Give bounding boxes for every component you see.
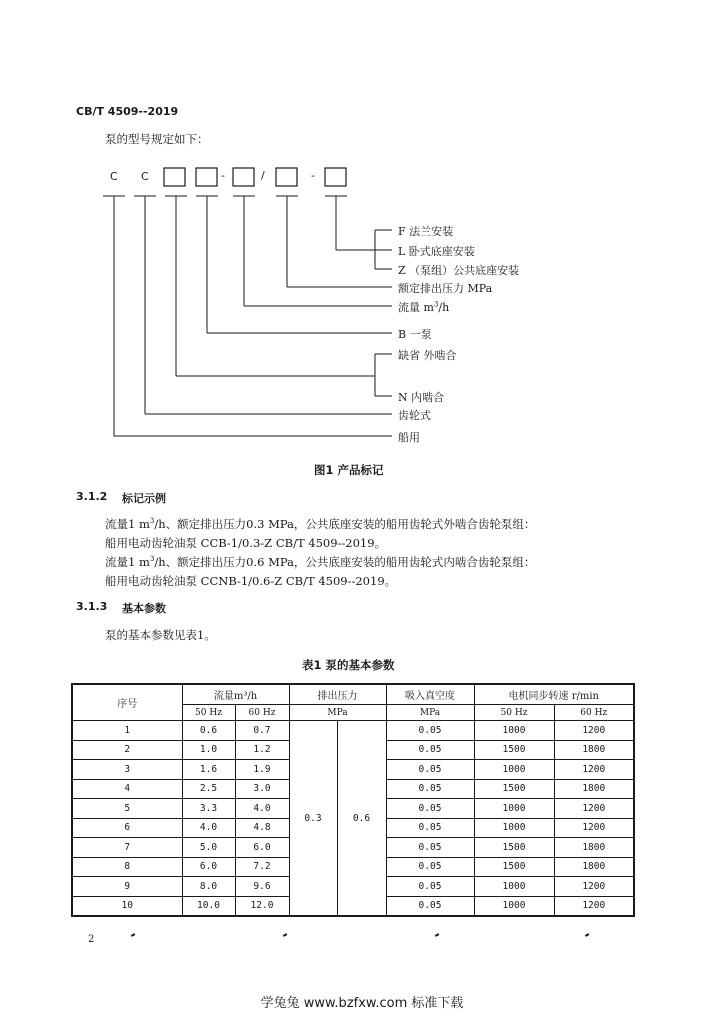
- label-horizontal-base: L 卧式底座安装: [398, 245, 475, 258]
- table-row: 6 4.0 4.8 0.05 1000 1200: [72, 818, 634, 838]
- label-flange: F 法兰安装: [398, 225, 454, 238]
- footer-watermark[interactable]: 学兔兔 www.bzfxw.com 标准下载: [260, 996, 464, 1011]
- header-vacuum: 吸入真空度: [386, 684, 474, 705]
- section-313-number: 3.1.3: [76, 600, 108, 613]
- label-common-base: Z （泵组）公共底座安装: [398, 264, 520, 277]
- code-box-1: [164, 168, 185, 186]
- header-speed: 电机同步转速 r/min: [474, 684, 634, 705]
- section-312-number: 3.1.2: [76, 490, 108, 503]
- table-row: 9 8.0 9.6 0.05 1000 1200: [72, 877, 634, 897]
- header-pressure-unit: MPa: [289, 705, 386, 721]
- model-designation-diagram: [0, 0, 724, 480]
- header-serial: 序号: [72, 684, 182, 721]
- separator-slash: /: [261, 169, 265, 182]
- pressure-value-1: 0.3: [289, 721, 337, 917]
- table-row: 8 6.0 7.2 0.05 1500 1800: [72, 857, 634, 877]
- scan-mark: [131, 933, 135, 936]
- section-313-text: 泵的基本参数见表1。: [105, 628, 216, 642]
- code-box-3: [233, 168, 254, 186]
- label-marine: 船用: [398, 431, 420, 444]
- header-pressure: 排出压力: [289, 684, 386, 705]
- label-rated-pressure: 额定排出压力 MPa: [398, 282, 493, 295]
- example-2-line-1: 流量1 $m^3/h$、额定排出压力0.6 MPa，公共底座安装的船用齿轮式内啮合齿轮泵组：: [105, 555, 536, 569]
- header-flow-60hz: 60 Hz: [235, 705, 289, 721]
- section-313-title: 基本参数: [122, 602, 166, 615]
- table-row: 5 3.3 4.0 0.05 1000 1200: [72, 799, 634, 819]
- figure-caption: 图1 产品标记: [314, 463, 384, 477]
- label-gear-type: 齿轮式: [398, 409, 431, 422]
- header-speed-60hz: 60 Hz: [554, 705, 634, 721]
- label-flow: 流量 $m^3/h$: [398, 300, 450, 314]
- scan-mark: [283, 933, 287, 936]
- label-default-external: 缺省 外啮合: [398, 349, 457, 362]
- header-flow-50hz: 50 Hz: [182, 705, 235, 721]
- code-box-4: [276, 168, 297, 186]
- table-row: 10 10.0 12.0 0.05 1000 1200: [72, 896, 634, 916]
- scan-mark: [585, 933, 589, 936]
- header-vacuum-unit: MPa: [386, 705, 474, 721]
- code-box-5: [325, 168, 346, 186]
- standard-code: CB/T 4509--2019: [76, 105, 179, 118]
- header-speed-50hz: 50 Hz: [474, 705, 554, 721]
- table-row: 7 5.0 6.0 0.05 1500 1800: [72, 838, 634, 858]
- code-box-2: [196, 168, 217, 186]
- prefix-c1: C: [110, 170, 118, 183]
- separator-dash-2: -: [311, 169, 315, 182]
- table-row: 4 2.5 3.0 0.05 1500 1800: [72, 779, 634, 799]
- example-2-line-2: 船用电动齿轮油泵 CCNB-1/0.6-Z CB/T 4509--2019。: [105, 574, 397, 588]
- example-1-line-1: 流量1 $m^3/h$、额定排出压力0.3 MPa，公共底座安装的船用齿轮式外啮合齿轮泵组：: [105, 517, 536, 531]
- model-rule-text: 泵的型号规定如下：: [105, 132, 209, 146]
- page-number: 2: [88, 934, 95, 945]
- example-1-line-2: 船用电动齿轮油泵 CCB-1/0.3-Z CB/T 4509--2019。: [105, 536, 387, 550]
- label-internal: N 内啮合: [398, 391, 445, 404]
- header-flow: 流量m³/h: [182, 684, 289, 705]
- pressure-value-2: 0.6: [337, 721, 386, 917]
- separator-dash-1: -: [221, 169, 225, 182]
- section-312-title: 标记示例: [122, 492, 166, 505]
- scan-mark: [435, 933, 439, 936]
- table-row: 3 1.6 1.9 0.05 1000 1200: [72, 760, 634, 780]
- label-pump-b: B 一泵: [398, 328, 432, 341]
- basic-parameters-table: [71, 683, 635, 917]
- prefix-c2: C: [141, 170, 149, 183]
- table-title: 表1 泵的基本参数: [302, 658, 395, 672]
- table-row: 1 0.6 0.7 0.3 0.6 0.05 1000 1200: [72, 721, 634, 741]
- table-row: 2 1.0 1.2 0.05 1500 1800: [72, 740, 634, 760]
